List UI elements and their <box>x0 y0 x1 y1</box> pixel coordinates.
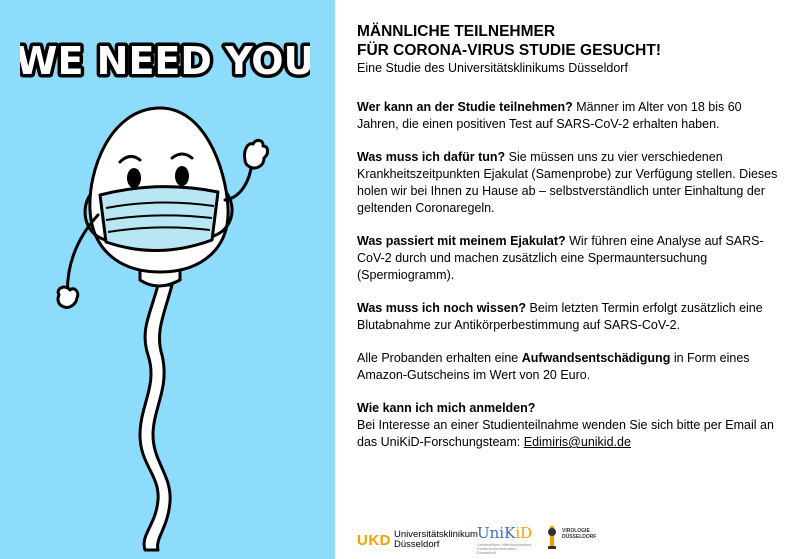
sperm-mascot-icon <box>40 100 300 555</box>
section-register <box>357 400 782 451</box>
compensation-bold: Aufwandsentschädigung <box>521 351 671 365</box>
title-line-1: MÄNNLICHE TEILNEHMER <box>357 23 556 40</box>
we-need-you-headline <box>20 30 310 90</box>
unikid-logo <box>477 524 532 555</box>
section-question: Was muss ich dafür tun? <box>357 150 506 164</box>
section-analysis <box>357 233 782 284</box>
register-question: Wie kann ich mich anmelden? <box>357 401 536 415</box>
section-question: Wer kann an der Studie teilnehmen? <box>357 100 573 114</box>
section-answer: Sie müssen uns zu vier verschiedenen Krankheitszeitpunkten Ejakulat (Samenprobe) zur Verfügung stellen. Dieses holen wir bei Ihnen zu Hause ab – selbstverständlich unter Einhaltung der geltenden Coronaregeln. <box>357 150 778 215</box>
compensation-post: in Form eines Amazon-Gutscheins im Wert von 20 Euro. <box>357 351 750 382</box>
unikid-subtitle: Universitäres Interdisziplinäres Kinderwunschzentrum Düsseldorf <box>477 542 532 555</box>
section-tasks <box>357 149 782 217</box>
ukd-line-1: Universitätsklinikum <box>394 529 478 540</box>
section-answer: Beim letzten Termin erfolgt zusätzlich eine Blutabnahme zur Antikörperbestimmung auf SARS-CoV-2. <box>357 301 763 332</box>
virologie-icon <box>545 524 559 552</box>
virologie-text: VIROLOGIE DÜSSELDORF <box>562 528 597 540</box>
section-more-info <box>357 300 782 334</box>
ukd-line-2: Düsseldorf <box>394 539 440 550</box>
logo-strip <box>357 522 597 556</box>
info-text-column <box>357 22 782 467</box>
illustration-panel <box>0 0 335 559</box>
section-answer: Männer im Alter von 18 bis 60 Jahren, die einen positiven Test auf SARS-CoV-2 erhalten haben. <box>357 100 742 131</box>
section-question: Was passiert mit meinem Ejakulat? <box>357 234 566 248</box>
unikid-mark: UniKiD <box>477 524 533 542</box>
face-mask-icon <box>85 187 232 251</box>
section-compensation <box>357 350 782 384</box>
email-link[interactable]: Edimiris@unikid.de <box>523 435 631 449</box>
section-participation <box>357 99 782 133</box>
compensation-pre: Alle Probanden erhalten eine <box>357 351 522 365</box>
title-line-2: FÜR CORONA-VIRUS STUDIE GESUCHT! <box>357 42 661 59</box>
subtitle: Eine Studie des Universitätsklinikums Düsseldorf <box>357 61 628 75</box>
section-question: Was muss ich noch wissen? <box>357 301 527 315</box>
ukd-name <box>394 530 478 550</box>
ukd-mark: UKD <box>357 531 391 549</box>
virologie-logo <box>545 524 596 552</box>
headline-text: WE NEED YOU <box>20 39 310 83</box>
register-text: Bei Interesse an einer Studienteilnahme wenden Sie sich bitte per Email an das UniKiD-Forschungsteam: <box>357 418 774 449</box>
section-answer: Wir führen eine Analyse auf SARS-CoV-2 durch und machen zusätzlich eine Spermauntersuchung (Spermiogramm). <box>357 234 764 282</box>
ukd-logo <box>357 530 478 550</box>
